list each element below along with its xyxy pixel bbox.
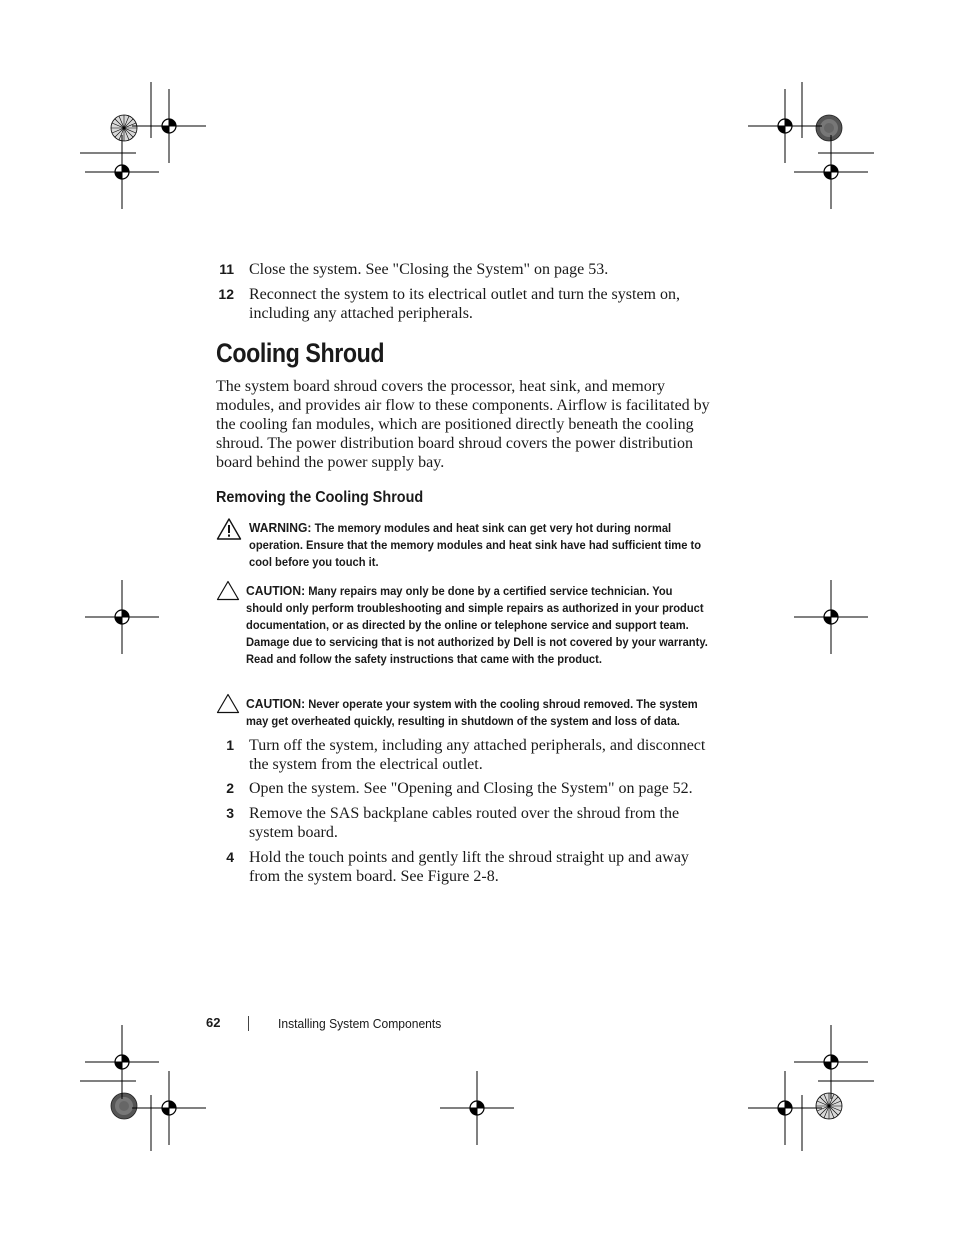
caution-triangle-icon: [216, 580, 240, 601]
step-text: Remove the SAS backplane cables routed over the shroud from the system board.: [249, 805, 680, 841]
notice-label: CAUTION:: [246, 583, 306, 598]
step-text: Open the system. See "Opening and Closing the System" on page 52.: [249, 780, 693, 797]
step-text: Hold the touch points and gently lift the shroud straight up and away from the system board. See Figure 2-8.: [249, 849, 689, 885]
notice-label: WARNING:: [249, 520, 312, 535]
section-heading: Cooling Shroud: [216, 338, 385, 368]
caution-notice: [246, 695, 756, 730]
step-number: 12: [218, 286, 234, 302]
step-text: Turn off the system, including any attached peripherals, and disconnect the system from the electrical outlet.: [249, 737, 706, 773]
notice-text: Never operate your system with the cooling shroud removed. The system may get overheated quickly, resulting in shutdown of the system and loss of data.: [246, 697, 698, 728]
warning-notice: [249, 519, 749, 571]
caution-triangle-icon: [216, 693, 240, 714]
notice-text: The memory modules and heat sink can get very hot during normal operation. Ensure that the memory modules and heat sink have had sufficient time to cool before you touch it.: [249, 521, 702, 569]
footer-divider: [248, 1016, 249, 1031]
step-number: 11: [219, 261, 234, 277]
step-text: Close the system. See "Closing the System" on page 53.: [249, 261, 609, 278]
page-number: 62: [206, 1015, 221, 1030]
subsection-heading: Removing the Cooling Shroud: [216, 489, 424, 506]
notice-text: Many repairs may only be done by a certified service technician. You should only perform troubleshooting and simple repairs as authorized in your product documentation, or as directed by the online or telephone service and support team. Damage due to servicing that is not authorized by Dell is not covered by your warranty. Read and follow the safety instructions that came with the product.: [246, 584, 708, 666]
notice-label: CAUTION:: [246, 696, 306, 711]
footer-section-title: Installing System Components: [278, 1016, 442, 1031]
caution-notice: [246, 582, 746, 668]
step-number: 4: [226, 849, 234, 865]
step-number: 3: [226, 805, 234, 821]
warning-triangle-exclamation-icon: [216, 517, 242, 541]
step-text: Reconnect the system to its electrical outlet and turn the system on, including any attached peripherals.: [249, 286, 680, 322]
step-number: 1: [226, 737, 234, 753]
intro-paragraph: The system board shroud covers the processor, heat sink, and memory modules, and provides air flow to these components. Airflow is facilitated by the cooling fan modules, which are positioned directly beneath the cooling shroud. The power distribution board shroud covers the power distribution board behind the power supply bay.: [216, 378, 710, 471]
step-number: 2: [226, 780, 234, 796]
